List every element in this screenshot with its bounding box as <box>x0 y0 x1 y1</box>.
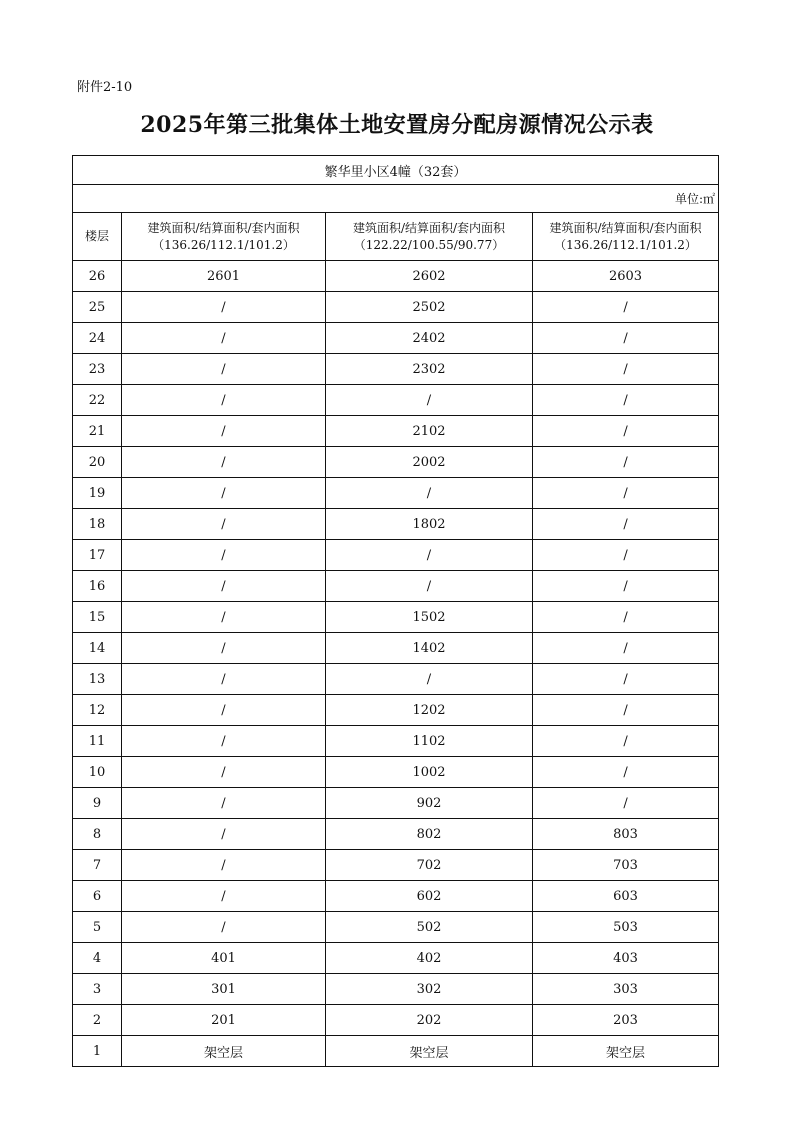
table-row <box>73 602 719 633</box>
unit-cell: / <box>122 416 326 447</box>
table-row <box>73 819 719 850</box>
table-row <box>73 664 719 695</box>
floor-number: 2 <box>73 1005 122 1036</box>
unit-cell: / <box>533 354 719 385</box>
unit-cell: 架空层 <box>122 1036 326 1067</box>
unit-cell: 403 <box>533 943 719 974</box>
unit-cell: 2402 <box>326 323 533 354</box>
unit-cell: 902 <box>326 788 533 819</box>
floor-number: 24 <box>73 323 122 354</box>
floor-number: 5 <box>73 912 122 943</box>
unit-cell: / <box>122 664 326 695</box>
unit-cell: / <box>122 447 326 478</box>
unit-cell: 503 <box>533 912 719 943</box>
unit-cell: 1102 <box>326 726 533 757</box>
unit-cell: / <box>122 323 326 354</box>
table-row <box>73 478 719 509</box>
table-row <box>73 633 719 664</box>
unit-cell: / <box>122 509 326 540</box>
unit-cell: 2102 <box>326 416 533 447</box>
header-floor: 楼层 <box>73 213 122 261</box>
table-row <box>73 261 719 292</box>
unit-cell: 2602 <box>326 261 533 292</box>
unit-cell: / <box>533 416 719 447</box>
floor-number: 22 <box>73 385 122 416</box>
floor-number: 23 <box>73 354 122 385</box>
floor-number: 3 <box>73 974 122 1005</box>
floor-number: 16 <box>73 571 122 602</box>
table-row <box>73 757 719 788</box>
unit-cell: 1502 <box>326 602 533 633</box>
unit-cell: / <box>326 571 533 602</box>
header-column-3-line2: （136.26/112.1/101.2） <box>554 237 697 252</box>
unit-row <box>73 185 719 213</box>
unit-cell: / <box>533 757 719 788</box>
unit-cell: / <box>122 850 326 881</box>
floor-number: 11 <box>73 726 122 757</box>
unit-cell: / <box>533 447 719 478</box>
unit-cell: / <box>122 292 326 323</box>
unit-cell: / <box>326 385 533 416</box>
table-row <box>73 509 719 540</box>
table-row <box>73 881 719 912</box>
unit-cell: / <box>533 726 719 757</box>
unit-cell: / <box>122 788 326 819</box>
unit-cell: 202 <box>326 1005 533 1036</box>
unit-cell: 203 <box>533 1005 719 1036</box>
unit-cell: 602 <box>326 881 533 912</box>
unit-cell: 502 <box>326 912 533 943</box>
table-row <box>73 726 719 757</box>
header-column-3 <box>533 213 719 261</box>
floor-number: 21 <box>73 416 122 447</box>
unit-cell: / <box>122 354 326 385</box>
floor-number: 20 <box>73 447 122 478</box>
table-row <box>73 354 719 385</box>
table-row <box>73 416 719 447</box>
unit-cell: / <box>326 540 533 571</box>
unit-cell: / <box>122 478 326 509</box>
housing-allocation-table <box>72 155 719 1067</box>
header-column-1 <box>122 213 326 261</box>
unit-cell: 302 <box>326 974 533 1005</box>
header-column-2-line1: 建筑面积/结算面积/套内面积 <box>352 220 506 235</box>
unit-cell: / <box>122 757 326 788</box>
floor-number: 25 <box>73 292 122 323</box>
unit-cell: / <box>122 385 326 416</box>
unit-cell: 703 <box>533 850 719 881</box>
unit-cell: / <box>533 633 719 664</box>
unit-cell: / <box>533 509 719 540</box>
floor-number: 1 <box>73 1036 122 1067</box>
unit-cell: / <box>533 695 719 726</box>
unit-cell: 1002 <box>326 757 533 788</box>
unit-cell: / <box>122 819 326 850</box>
floor-number: 9 <box>73 788 122 819</box>
unit-cell: / <box>122 633 326 664</box>
table-row <box>73 850 719 881</box>
unit-cell: / <box>122 726 326 757</box>
floor-number: 17 <box>73 540 122 571</box>
unit-cell: 201 <box>122 1005 326 1036</box>
floor-number: 4 <box>73 943 122 974</box>
unit-cell: 2502 <box>326 292 533 323</box>
unit-label: 单位:㎡ <box>73 185 719 213</box>
table-row <box>73 292 719 323</box>
community-name: 繁华里小区4幢（32套） <box>73 156 719 185</box>
unit-cell: 603 <box>533 881 719 912</box>
header-column-2-line2: （122.22/100.55/90.77） <box>353 237 505 252</box>
floor-number: 15 <box>73 602 122 633</box>
unit-cell: / <box>533 292 719 323</box>
unit-cell: / <box>533 571 719 602</box>
unit-cell: 1202 <box>326 695 533 726</box>
unit-cell: / <box>533 602 719 633</box>
unit-cell: / <box>533 478 719 509</box>
unit-cell: / <box>122 881 326 912</box>
unit-cell: 架空层 <box>326 1036 533 1067</box>
unit-cell: 1402 <box>326 633 533 664</box>
floor-number: 12 <box>73 695 122 726</box>
unit-cell: / <box>122 540 326 571</box>
header-row <box>73 213 719 261</box>
table-row <box>73 943 719 974</box>
floor-number: 19 <box>73 478 122 509</box>
unit-cell: / <box>533 540 719 571</box>
table-row <box>73 447 719 478</box>
table-row <box>73 912 719 943</box>
floor-number: 26 <box>73 261 122 292</box>
floor-number: 6 <box>73 881 122 912</box>
table-row <box>73 974 719 1005</box>
unit-cell: 1802 <box>326 509 533 540</box>
floor-number: 14 <box>73 633 122 664</box>
attachment-label: 附件2-10 <box>77 80 133 95</box>
unit-cell: / <box>533 385 719 416</box>
unit-cell: / <box>122 695 326 726</box>
floor-number: 10 <box>73 757 122 788</box>
unit-cell: 303 <box>533 974 719 1005</box>
floor-number: 8 <box>73 819 122 850</box>
unit-cell: 2601 <box>122 261 326 292</box>
unit-cell: 2302 <box>326 354 533 385</box>
header-column-2 <box>326 213 533 261</box>
table-row <box>73 385 719 416</box>
unit-cell: 2002 <box>326 447 533 478</box>
unit-cell: / <box>122 912 326 943</box>
unit-cell: 2603 <box>533 261 719 292</box>
floor-number: 7 <box>73 850 122 881</box>
unit-cell: 架空层 <box>533 1036 719 1067</box>
unit-cell: 401 <box>122 943 326 974</box>
unit-cell: 702 <box>326 850 533 881</box>
community-row <box>73 156 719 185</box>
unit-cell: / <box>122 571 326 602</box>
page-title: 2025年第三批集体土地安置房分配房源情况公示表 <box>140 112 654 138</box>
header-column-1-line1: 建筑面积/结算面积/套内面积 <box>147 220 300 235</box>
table-row <box>73 788 719 819</box>
table-row <box>73 540 719 571</box>
unit-cell: / <box>533 664 719 695</box>
unit-cell: / <box>326 478 533 509</box>
table-row <box>73 695 719 726</box>
unit-cell: 802 <box>326 819 533 850</box>
header-column-1-line2: （136.26/112.1/101.2） <box>152 237 295 252</box>
unit-cell: 803 <box>533 819 719 850</box>
unit-cell: / <box>533 323 719 354</box>
table-row <box>73 1036 719 1067</box>
floor-number: 13 <box>73 664 122 695</box>
unit-cell: / <box>533 788 719 819</box>
unit-cell: 402 <box>326 943 533 974</box>
header-column-3-line1: 建筑面积/结算面积/套内面积 <box>549 220 702 235</box>
table-row <box>73 571 719 602</box>
unit-cell: / <box>326 664 533 695</box>
unit-cell: 301 <box>122 974 326 1005</box>
table-row <box>73 1005 719 1036</box>
floor-number: 18 <box>73 509 122 540</box>
unit-cell: / <box>122 602 326 633</box>
table-row <box>73 323 719 354</box>
